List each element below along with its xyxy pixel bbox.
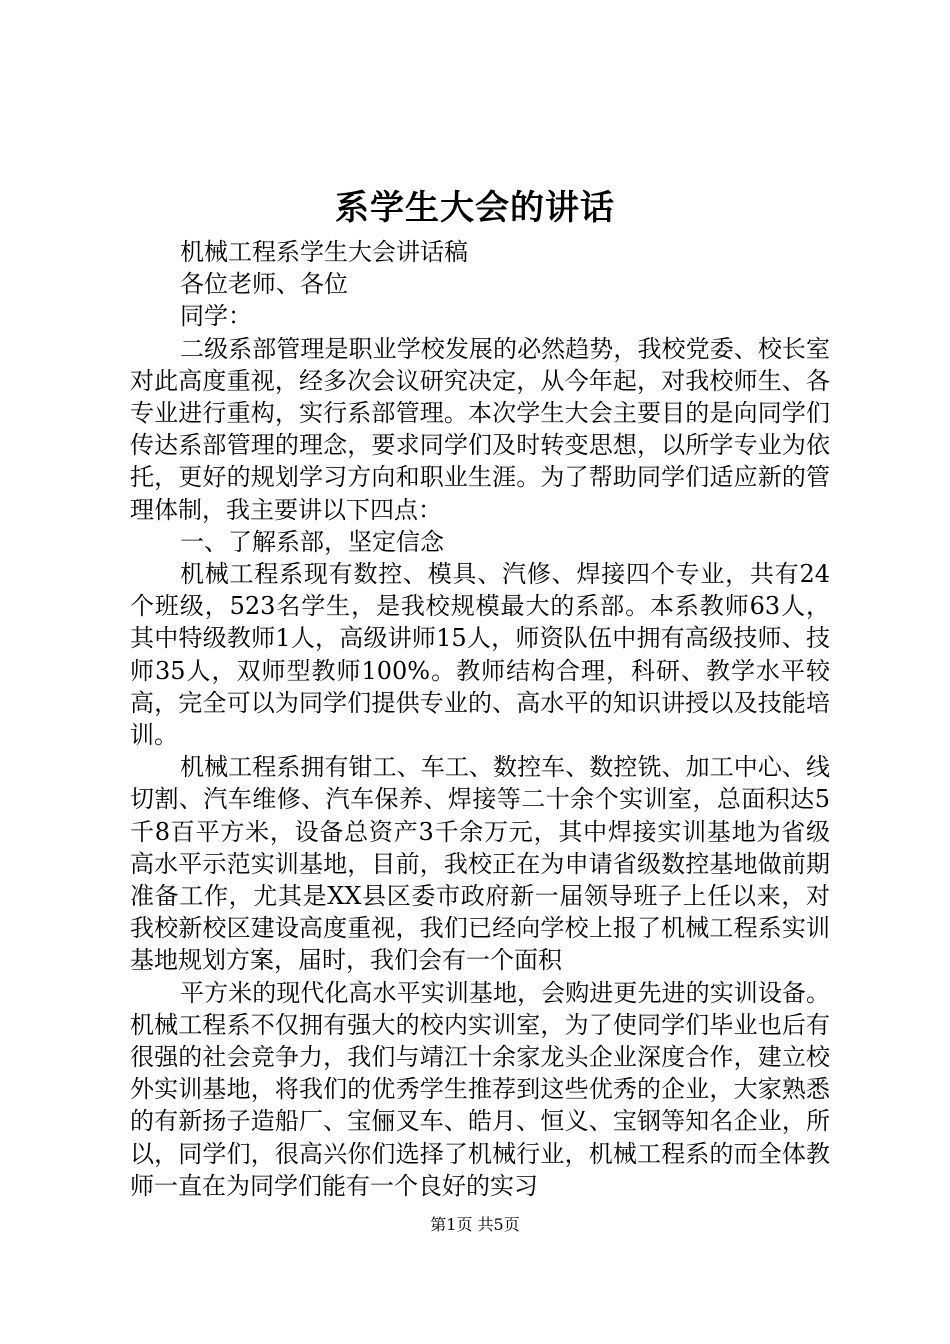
body-paragraph: 平方米的现代化高水平实训基地，会购进更先进的实训设备。机械工程系不仅拥有强大的校内实训室，为了使同学们毕业也后有很强的社会竞争力，我们与靖江十余家龙头企业深度合作，建立校外实训基地，将我们的优秀学生推荐到这些优秀的企业，大家熟悉的有新扬子造船厂、宝俪叉车、皓月、恒义、宝钢等知名企业，所以，同学们，很高兴你们选择了机械行业，机械工程系的而全体教师一直在为同学们能有一个良好的实习 — [130, 978, 830, 1200]
body-paragraph: 机械工程系拥有钳工、车工、数控车、数控铣、加工中心、线切割、汽车维修、汽车保养、焊接等二十余个实训室，总面积达5千8百平方米，设备总资产3千余万元，其中焊接实训基地为省级高水平示范实训基地，目前，我校正在为申请省级数控基地做前期准备工作，尤其是XX县区委市政府新一届领导班子上任以来，对我校新校区建设高度重视，我们已经向学校上报了机械工程系实训基地规划方案，届时，我们会有一个面积 — [130, 753, 830, 975]
section-heading: 一、了解系部，坚定信念 — [180, 527, 444, 556]
body-paragraph: 机械工程系现有数控、模具、汽修、焊接四个专业，共有24个班级，523名学生，是我校规模最大的系部。本系教师63人，其中特级教师1人，高级讲师15人，师资队伍中拥有高级技师、技师35人，双师型教师100%。教师结构合理，科研、教学水平较高，完全可以为同学们提供专业的、高水平的知识讲授以及技能培训。 — [130, 560, 830, 750]
salutation-line-2: 同学： — [180, 302, 252, 331]
document-body — [130, 236, 830, 1202]
subtitle-paragraph: 机械工程系学生大会讲话稿 — [180, 238, 468, 266]
page-footer: 第1页 共5页 — [430, 1215, 520, 1234]
salutation-line-1: 各位老师、各位 — [180, 270, 348, 299]
body-paragraph: 二级系部管理是职业学校发展的必然趋势，我校党委、校长室对此高度重视，经多次会议研究决定，从今年起，对我校师生、各专业进行重构，实行系部管理。本次学生大会主要目的是向同学们传达系部管理的理念，要求同学们及时转变思想，以所学专业为依托，更好的规划学习方向和职业生涯。为了帮助同学们适应新的管理体制，我主要讲以下四点： — [130, 334, 830, 524]
document-title: 系学生大会的讲话 — [335, 188, 615, 228]
